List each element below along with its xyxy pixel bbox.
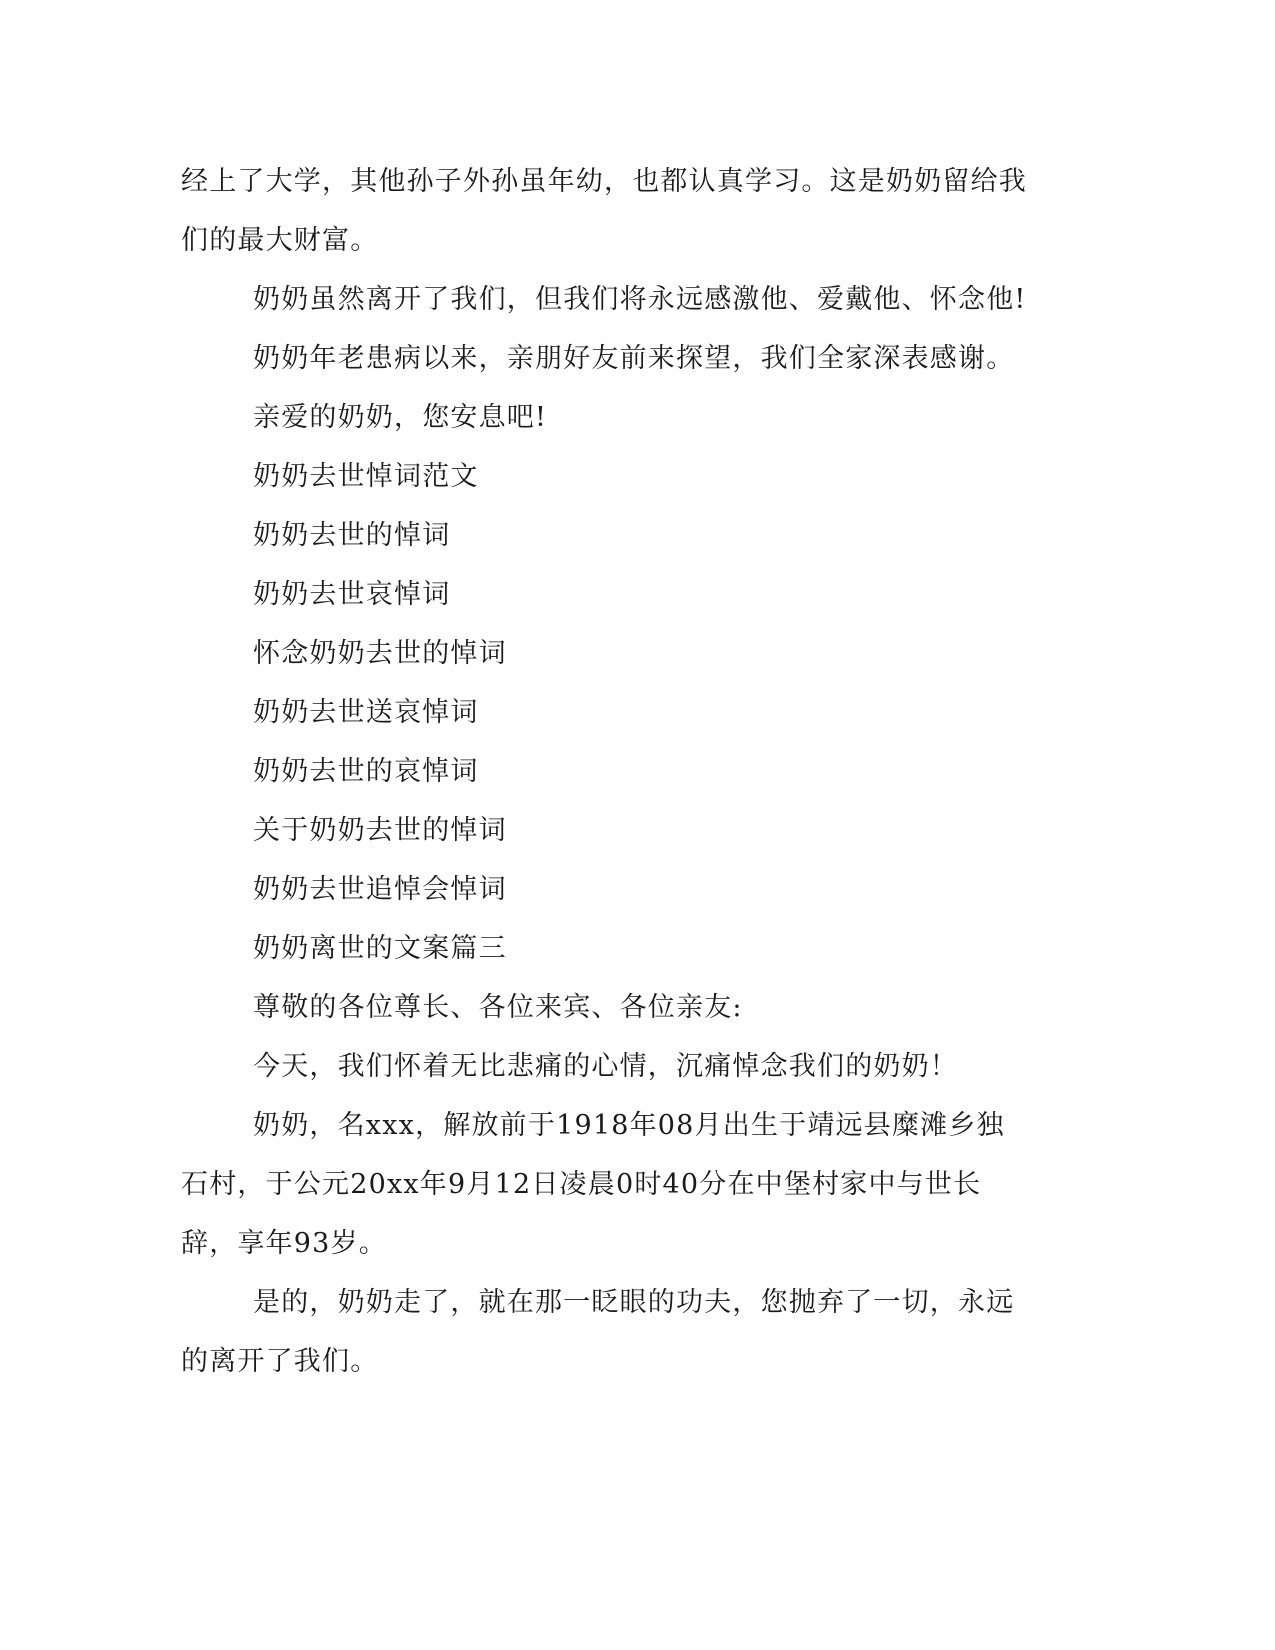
section-heading: 奶奶离世的文案篇三 — [253, 933, 507, 964]
paragraph: 亲爱的奶奶，您安息吧! — [253, 402, 548, 433]
paragraph: 奶奶，名xxx，解放前于1918年08月出生于靖远县糜滩乡独石村，于公元20xx年9月12日凌晨0时40分在中堡村家中与世长辞，享年93岁。 — [181, 1110, 1005, 1259]
related-title: 奶奶去世送哀悼词 — [253, 697, 479, 728]
related-title: 奶奶去世悼词范文 — [253, 461, 479, 492]
paragraph: 奶奶年老患病以来，亲朋好友前来探望，我们全家深表感谢。 — [253, 343, 1015, 374]
paragraph: 今天，我们怀着无比悲痛的心情，沉痛悼念我们的奶奶！ — [253, 1051, 958, 1082]
related-title: 奶奶去世的悼词 — [253, 520, 451, 551]
paragraph: 经上了大学，其他孙子外孙虽年幼，也都认真学习。这是奶奶留给我们的最大财富。 — [181, 166, 1027, 256]
related-title: 怀念奶奶去世的悼词 — [253, 638, 507, 669]
related-title: 奶奶去世追悼会悼词 — [253, 874, 507, 905]
document-body — [181, 152, 1031, 1391]
paragraph: 奶奶虽然离开了我们，但我们将永远感激他、爱戴他、怀念他! — [253, 284, 1027, 315]
related-title: 奶奶去世的哀悼词 — [253, 756, 479, 787]
related-title: 关于奶奶去世的悼词 — [253, 815, 507, 846]
paragraph: 是的，奶奶走了，就在那一眨眼的功夫，您抛弃了一切，永远的离开了我们。 — [181, 1287, 1015, 1377]
related-title: 奶奶去世哀悼词 — [253, 579, 451, 610]
salutation: 尊敬的各位尊长、各位来宾、各位亲友: — [253, 992, 743, 1023]
